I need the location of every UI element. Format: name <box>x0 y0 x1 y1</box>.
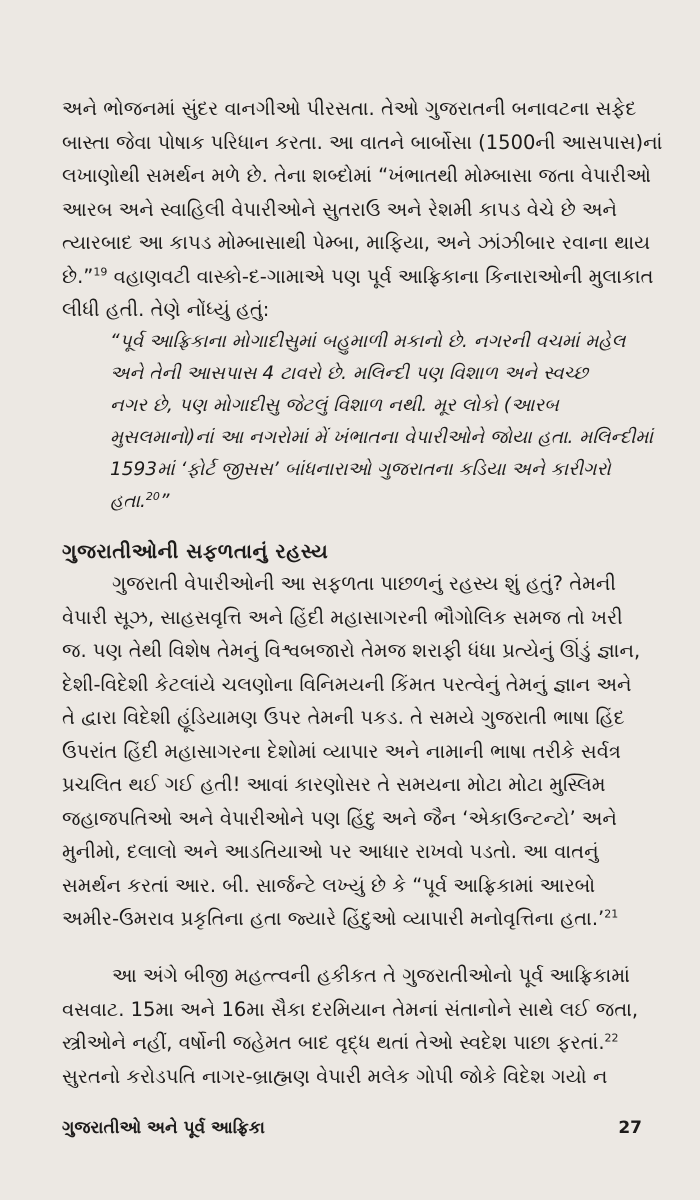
text-segment: અમીર-ઉમરાવ પ્રકૃતિના હતા જ્યારે હિંદુઓ વ્યાપારી મનોવૃત્તિના હતા.’ <box>62 907 605 930</box>
quote-line: મુસલમાનો)નાં આ નગરોમાં મેં ખંભાતના વેપારીઓને જોયા હતા. મલિન્દીમાં <box>110 427 653 448</box>
footnote-ref: 21 <box>604 907 619 921</box>
section-heading: ગુજરાતીઓની સફળતાનું રહસ્ય <box>62 539 329 563</box>
text-line: ત્યારબાદ આ કાપડ મોમ્બાસાથી પેમ્બા, માફિયા, અને ઝાંઝીબાર રવાના થાય <box>62 231 651 254</box>
footnote-ref: 19 <box>93 265 108 278</box>
quote-line: “પૂર્વ આફ્રિકાના મોગાદીસુમાં બહુમાળી મકાનો છે. નગરની વચમાં મહેલ <box>110 331 626 352</box>
page-footer <box>62 1118 642 1138</box>
text-segment: હતા. <box>110 491 146 512</box>
quote-line: નગર છે, પણ મોગાદીસુ જેટલું વિશાળ નથી. મૂર લોકો (આરબ <box>110 395 559 416</box>
text-line: બાસ્તા જેવા પોષાક પરિધાન કરતા. આ વાતને બાર્બોસા (1500ની આસપાસ)નાં <box>62 130 663 154</box>
text-line: ગુજરાતી વેપારીઓની આ સફળતા પાછળનું રહસ્ય શું હતું? તેમની <box>112 572 617 595</box>
text-line: દેશી-વિદેશી કેટલાંયે ચલણોના વિનિમયની કિંમત પરત્વેનું તેમનું જ્ઞાન અને <box>62 672 632 696</box>
text-line: વેપારી સૂઝ, સાહસવૃત્તિ અને હિંદી મહાસાગરની ભૌગોલિક સમજ તો ખરી <box>62 605 623 629</box>
text-line <box>62 1026 642 1060</box>
quote-line: અને તેની આસપાસ 4 ટાવરો છે. મલિન્દી પણ વિશાળ અને સ્વચ્છ <box>110 363 588 384</box>
text-line: ઉપરાંત હિંદી મહાસાગરના દેશોમાં વ્યાપાર અને નામાની ભાષા તરીકે સર્વત્ર <box>62 739 621 763</box>
text-line: લીધી હતી. તેણે નોંધ્યું હતું: <box>62 298 270 321</box>
quote-line: 1593માં ‘ફોર્ટ જીસસ’ બાંધનારાઓ ગુજરાતના કડિયા અને કારીગરો <box>110 459 611 480</box>
text-line <box>62 902 642 936</box>
paragraph-3 <box>62 959 642 1093</box>
text-line: આ અંગે બીજી મહત્ત્વની હકીકત તે ગુજરાતીઓનો પૂર્વ આફ્રિકામાં <box>112 964 630 987</box>
text-line: સમર્થન કરતાં આર. બી. સાર્જન્ટે લખ્યું છે કે “પૂર્વ આફ્રિકામાં આરબો <box>62 873 596 897</box>
text-segment: છે.” <box>62 264 94 288</box>
text-line: જહાજપતિઓ અને વેપારીઓને પણ હિંદુ અને જૈન ‘એકાઉન્ટન્ટો’ અને <box>62 806 617 830</box>
paragraph-1 <box>62 92 663 327</box>
footnote-ref: 20 <box>145 489 160 503</box>
text-line <box>62 260 654 294</box>
text-line: મુનીમો, દલાલો અને આડતિયાઓ પર આધાર રાખવો પડતો. આ વાતનું <box>62 840 599 863</box>
text-line: જ. પણ તેથી વિશેષ તેમનું વિશ્વબજારો તેમજ શરાફી ધંધા પ્રત્યેનું ઊંડું જ્ઞાન, <box>62 639 641 662</box>
block-quote <box>110 326 653 518</box>
text-line: પ્રચલિત થઈ ગઈ હતી! આવાં કારણોસર તે સમયના મોટા મોટા મુસ્લિમ <box>62 773 606 796</box>
text-line: વસવાટ. 15મા અને 16મા સૈકા દરમિયાન તેમનાં સંતાનોને સાથે લઈ જતા, <box>62 997 639 1021</box>
running-footer-title: ગુજરાતીઓ અને પૂર્વ આફ્રિકા <box>62 1118 265 1138</box>
quote-line <box>110 486 642 518</box>
text-line: અને ભોજનમાં સુંદર વાનગીઓ પીરસતા. તેઓ ગુજરાતની બનાવટના સફેદ <box>62 97 637 120</box>
paragraph-2 <box>62 567 642 936</box>
text-line: તે દ્વારા વિદેશી હૂંડિયામણ ઉપર તેમની પકડ. તે સમયે ગુજરાતી ભાષા હિંદ <box>62 706 625 729</box>
page-number: 27 <box>618 1118 642 1138</box>
text-line: સુરતનો કરોડપતિ નાગર-બ્રાહ્મણ વેપારી મલેક ગોપી જોકે વિદેશ ગયો ન <box>62 1064 608 1088</box>
text-segment: ” <box>159 491 170 512</box>
text-line: લખાણોથી સમર્થન મળે છે. તેના શબ્દોમાં “ખંભાતથી મોમ્બાસા જતા વેપારીઓ <box>62 164 651 187</box>
text-segment: વહાણવટી વાસ્કો-દ-ગામાએ પણ પૂર્વ આફ્રિકાના કિનારાઓની મુલાકાત <box>107 264 654 288</box>
text-segment: સ્ત્રીઓને નહીં, વર્ષોની જહેમત બાદ વૃદ્ધ થતાં તેઓ સ્વદેશ પાછા ફરતાં. <box>62 1031 605 1054</box>
footnote-ref: 22 <box>604 1031 619 1045</box>
text-line: આરબ અને સ્વાહિલી વેપારીઓને સુતરાઉ અને રેશમી કાપડ વેચે છે અને <box>62 197 618 221</box>
